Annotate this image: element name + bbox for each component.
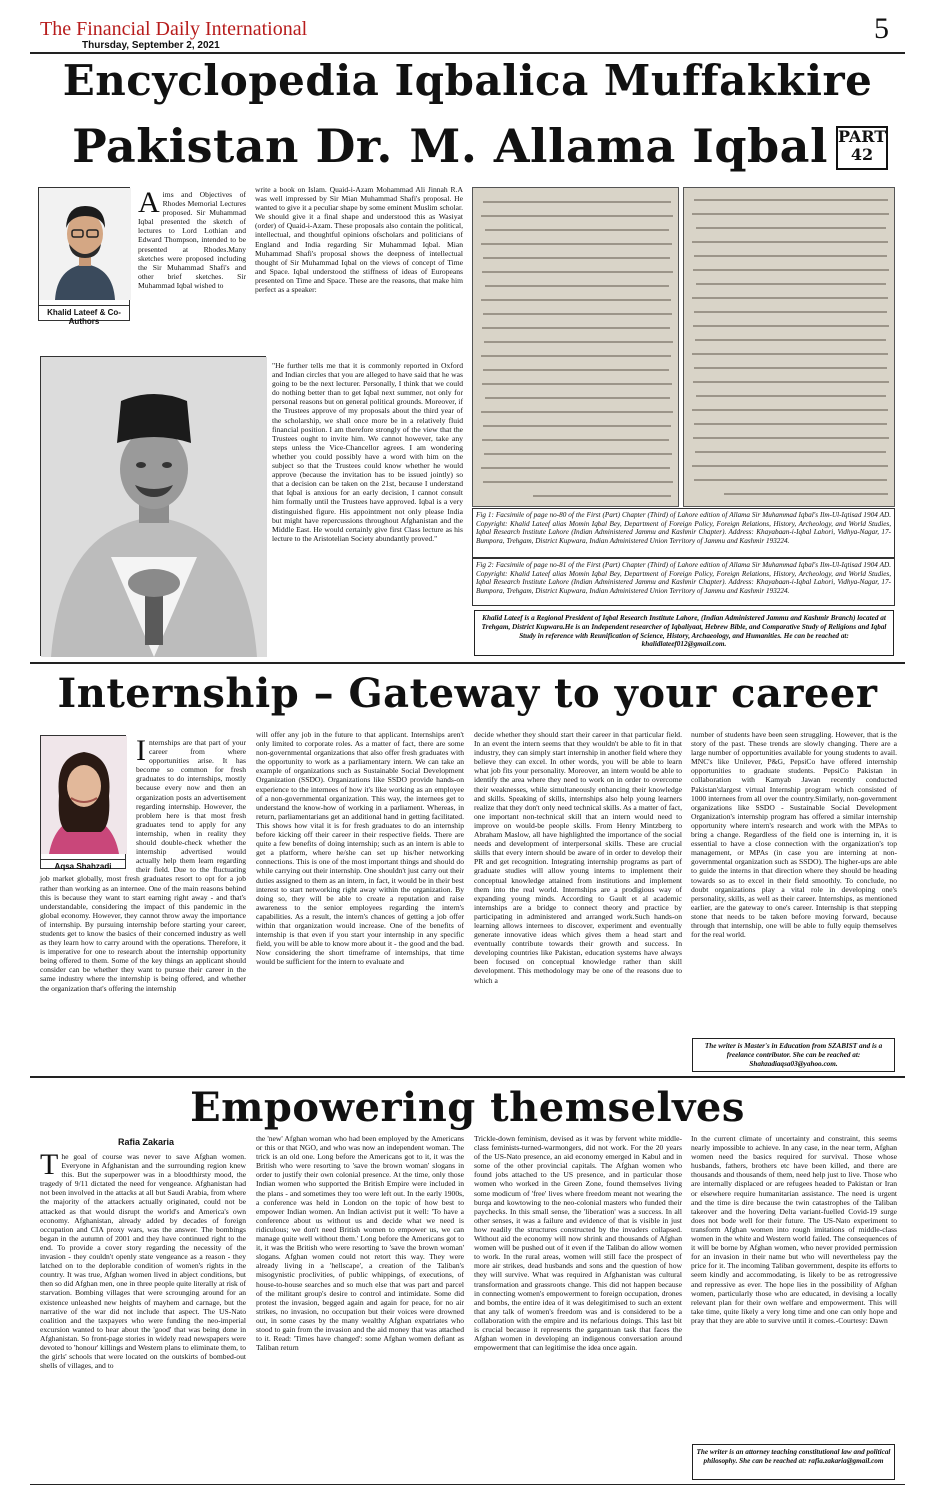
- author-caption-khalid: Khalid Lateef & Co-Authors: [39, 305, 129, 326]
- article2-dropcap: I: [136, 734, 146, 767]
- article2-headline: Internship – Gateway to your career: [57, 670, 878, 717]
- part-badge: [836, 126, 888, 170]
- article2-column-3: decide whether they should start their career in that particular field. In an event the intern seems that they wouldn't be able to fit in that industry, they can simply start internship in another field where they believe they can excel. In other words, you will be able to learn what job fits your personality. Moreover, an intern would be able to identify the area where they need to work on in order to overcome their weaknesses, while simultaneously enhancing their knowledge and skills. Speaking of skills, internships also help young learners realize that they don't only need technical skills. As a matter of fact, one important non-technical skill that an intern would need to improve on would-be people skills. From Henry Mintzberg to Abraham Maslow, all have highlighted the importance of the social needs and development of interpersonal skills. These are crucial skills that every intern should be aware of in order to develop their PR and get recognition. Integrating internship programs as part of graduate studies will allow young interns to implement their conceptual knowledge attained from institutions and implement them into the real world. Internships are a prodigious way of expanding young minds. According to Gault et al academic internships are a bridge to connect theory and practice by participating in administered and arranged work.Such hands-on learning allows internees to discover, experiment and eventually generate innovative ideas which gives them a head start and eventually contribute towards their growth and success. In developing countries like Pakistan, education systems have always been focused on conceptual knowledge rather than skill development. This methodology may be one of the reasons due to which a: [474, 730, 682, 985]
- article2-column-4: number of students have been seen struggling. However, that is the story of the past. These trends are slowly changing. There are a large number of opportunities available for young students to avail. MNC's like Unilever, P&G, PepsiCo have offered internship opportunities to graduate students. PepsiCo Pakistan in collaboration with Kamyab Jawan recently conducted Pakistan'slargest virtual Internship program which consisted of 1000 internees from all over the country.Similarly, non-government organizations like SSDO - Sustainable Social Development Organization's internship program has offered a similar internship opportunity where intern's research and work with the MPAs to bring a change. Regardless of the field one is interning in, it is essential to have a close connection with the organization's top management, or MPAs (in case you are interning at non-governmental organization such as SSDO). The higher-ups are able to guide the interns in that direction where they should be heading towards so as to excel in their field smoothly. To conclude, no doubt organizations play a vital role in developing one's personality, skills, as well as their career. Internships, as mentioned earlier, are the gateway to one's career. Internship is that stepping stone that needs to be taken before moving forward, because through that internship, one will be able to fully equip themselves for the real world.: [691, 730, 897, 940]
- part-label: PART: [838, 127, 887, 146]
- article2-column-1-text: nternships are that part of your career from where opportunities arise. It has become so common for fresh graduates to do internships, mostly because every now and then an organization posts an advertisement regarding internship. However, the problem here is that most fresh graduates tend to apply for any internship, when in reality they should double-check whether the internship advertised would actually help them learn regarding their field. Due to the fluctuating job market globally, most fresh graduates resort to opt for a job rather than working as an internee. One of the main reasons behind this is because they want to start earning right away - and that's understandable, considering the impact of this pandemic in the global economy. However, they cannot throw away the importance of internship. By pursuing internship before starting your career, students get to know the basics of their concerned industry as well as they learn how to carry around with the operations. Therefore, it is imperative for one to research about the internship opportunity being offered to them. Some of the key things an applicant should consider can be whether they want to pursue their career in the same industry where the internship is being offered, and whether the organization that's offering the internship: [40, 738, 246, 993]
- masthead-title: The Financial Daily International: [40, 18, 308, 40]
- article3-column-3: Trickle-down feminism, devised as it was by fervent white middle-class feminists-turned-warmongers, did not work. For the 20 years of the US-Nato presence, an aid economy emerged in Kabul and in some of the other provincial capitals. The Afghan women who found jobs attached to the US presence, and in particular those women who worked in the Green Zone, found themselves living some modicum of 'free' lives where freedom meant not wearing the burqa and kowtowing to the neo-colonial masters who funded their paychecks. In this small sense, the 'liberation' was a success. In all other senses, it was a failure and evidence of that is visible in just how readily the structures constructed by the invaders collapsed. Without aid the economy will now shrink and thousands of Afghan women will be pushed out of it even if the Taliban do allow women to work. In the rural areas, women will still face the prospect of more air strikes, dead husbands and sons and the question of how they will survive. What was required in Afghanistan was cultural transformation and grassroots change. This did not happen because in connecting women's empowerment to foreign occupation, drones and bombs, the entire idea of it was delegitimised to such an extent that any talk of women's freedom was and is considered to be a collaboration with the empire and its nefarious doings. This last bit is crucial because it represents the gargantuan task that faces the Afghan women in developing an indigenous conversation around empowerment that can legitimise the idea once again.: [474, 1134, 682, 1353]
- article1-intro-text: ims and Objectives of Rhodes Memorial Lectures proposed. Sir Muhammad Iqbal presented the sketch of lectures to Lord Lothian and Edward Thompson, intended to be presented at Rhodes.Many sketches were proposed including the Sir Muhammad Shafi's and other brief sketches. Sir Muhammad Iqbal wished to: [138, 190, 246, 290]
- manuscript-facsimile-1: [472, 187, 679, 507]
- article1-dropcap: A: [138, 186, 160, 219]
- article1-column-2: write a book on Islam. Quaid-i-Azam Mohammad Ali Jinnah R.A was well impressed by Sir Mian Muhammad Shafi's proposal. He wanted to give it a peculiar shape by some eminent Muslim scholar. We should give it a final shape and understood this as Wasiyat (order) of Quaid-i-Azam. These proposals also contain the political, intellectual, and thoughtful opinions ofscholars and politicians of England and India regarding Sir Muhammad Iqbal. Mian Muhammad Shafi's proposal shows the deepness of intellectual thought of Sir Muhammad Iqbal on the views of concept of Time and Space. Iqbal understood the stiffness of ideas of Europeans presented on Time and Space. These are the reasons, that make him perfect as a speaker:: [255, 185, 463, 295]
- iqbal-portrait-illustration: [41, 357, 267, 657]
- urdu-text-page-1: [473, 188, 680, 508]
- masthead-date: Thursday, September 2, 2021: [82, 40, 220, 51]
- article3-column-1-text: he goal of course was never to save Afghan women. Everyone in Afghanistan and the surrounding region knew this. But the superpower was in a bloodthirsty mood, the tragedy of 9/11 dictated the need for vengeance. Afghanistan had not been involved in the attacks at all but Saudi Arabia, from where the majority of the attackers actually originated, could not be attacked as that would disrupt the world's and America's own economy. Afghanistan, already added by decades of foreign occupation and CIA proxy wars, was the answer. The bombings began in the autumn of 2001 and they have continued right to the end. To provide a cover story regarding the necessity of the invasion - they couldn't openly state vengeance as a reason - they latched on to the deplorable condition of women's rights in the country. It was true, Afghan women lived in abject conditions, but then so did Afghan men, one in three people quite literally at risk of starvation. Bombing villages that were scrounging around for an existence unleashed new heights of mayhem and carnage, but the narrative of the war did not include that aspect. The US-Nato coalition and the taxpayers who were funding the neo-imperial excursion wanted to hear about the 'good' that was being done in Afghanistan. So front-page stories in widely read newspapers were devoted to 'honour' killings and Western plans to eliminate them, to the girls' schools that were located on the outskirts of bombed-out shells of villages, and to: [40, 1152, 246, 1371]
- iqbal-portrait-photo: [40, 356, 266, 656]
- section-rule-1: [30, 662, 905, 664]
- masthead-rule: [30, 52, 905, 54]
- figure-1-caption: Fig 1: Facsimile of page no-80 of the First (Part) Chapter (Third) of Lahore edition of Allama Sir Muhammad Iqbal's Ilm-Ul-Iqtisad 1904 AD. Copyright: Khalid Lateef alias Momin Iqbal Bey, Department of Foreign Policy, Foreign Relations, History, Archeology, and World Studies, Iqbal Research Institute Lahore (Indian Administered Jammu and Kashmir Chapter). Address: Khayabaan-i-Iqbal Lahori, Vidhya-Nagar, 17-Bumpora, Trehgam, District Kupwara, Indian Administered Union Territory of Jammu and Kashmir 193224.: [472, 508, 895, 558]
- article3-column-2: the 'new' Afghan woman who had been employed by the Americans or this or that NGO, and who was now an independent woman. The trick is an old one. Long before the Americans got to it, it was the British who were resorting to 'save the brown woman' slogans in order to justify their own colonial presence. At the time, only those Indian women who supported the British Empire were included in the plans - and sometimes they too were left out. In the early 1900s, a conference was held in London on the topic of how best to empower Indian women. An Indian activist put it well: 'To have a conference about us without us and decide what we need is ridiculous; we don't need British women to empower us, we can manage quite well without them.' Long before the Americans got to it, it was the British who were resorting to 'save the brown woman' slogans. Afghan women could not retort this way. They were already living in a 'hellscape', a creation of the Taliban's misogynistic proclivities, of public whippings, of executions, of house-to-house searches and so much else that was part and parcel of the militant group's desire to control and intimidate. Some did protest the invasion, begged again and again for peace, for no air strikes, no invasion, no occupation but their voices were drowned out, in some cases by the many wealthy Afghan expatriates who stood to gain from the invasion and the aid money that was attached to it. Read: 'Times have changed': some Afghan women defiant as Taliban return: [256, 1134, 464, 1353]
- article3-column-1: [40, 1148, 246, 1480]
- article2-column-1: [40, 734, 246, 1070]
- article1-author-note: Khalid Lateef is a Regional President of Iqbal Research Institute Lahore, (Indian Administered Jammu and Kashmir Branch) located at Trehgam, District Kupwara.He is an Independent researcher of Iqbaliyaat, Hebrew Bible, and Comparative Study of Religions and Iqbal Study in reference with Reunification of Science, History, Archaeology, and Humanities. He can be reached at: khalidlateef012@gmail.com.: [474, 610, 894, 656]
- article1-intro-top: [138, 186, 246, 308]
- article3-byline: Rafia Zakaria: [118, 1137, 175, 1147]
- manuscript-facsimile-2: [683, 187, 895, 507]
- author-photo-khalid: [38, 187, 130, 326]
- photo-spacer: [40, 738, 136, 872]
- article1-headline-line2: Pakistan Dr. M. Allama Iqbal: [72, 119, 828, 173]
- urdu-text-page-2: [684, 188, 896, 508]
- article3-author-note: The writer is an attorney teaching constitutional law and political philosophy. She can be reached at: rafia.zakaria@gmail.com: [692, 1444, 895, 1480]
- author-caption-aqsa: Aqsa Shahzadi: [41, 859, 125, 873]
- article2-author-note: The writer is Master's in Education from SZABIST and is a freelance contributor. She can be reached at: Shahzadiaqsa03@yahoo.com.: [692, 1038, 895, 1072]
- page-number: 5: [874, 12, 889, 45]
- article1-quote: "He further tells me that it is commonly reported in Oxford and Indian circles that you are alleged to have said that he was going to be the next lecturer. Personally, I think that we could do nothing better than to get Iqbal next summer, not only for personal reasons but on general political grounds. Moreover, if the Trustees approve of my proposals about the third year of the scholarship, we shall once more be in a relatively fluid financial position. I am therefore strongly of the view that the Trustees ought to invite him. We cannot however, take any steps unless the Vice-Chancellor agrees. I am wondering whether you could possibly have a word with him on the subject so that the Trustees could know whether he would approve (because the invitation has to be issued jointly) so that a decision can be taken on the 21st, because I understand that Iqbal is anxious for an early decision, I cannot consult him formally until the Trustees have approved. Iqbal is a very distinguished figure. His appointment not only please India but might have repercussions throughout Afghanistan and the Middle East. He would certainly give first Class lecture as his lecture to the Aristotelian Society abundantly proved.": [272, 361, 463, 543]
- part-number: 42: [850, 145, 874, 164]
- article1-headline-line1: Encyclopedia Iqbalica Muffakkire: [62, 56, 873, 105]
- article3-column-4: In the current climate of uncertainty and constraint, this seems nearly impossible to achieve. In any case, in the near term, Afghan women need the basics required for survival. Those whose husbands, fathers, brothers etc have been killed, and there are thousands and thousands of them, need help just to live. Those who are internally displaced or are refugees headed to Pakistan or Iran or elsewhere require humanitarian assistance. The need is urgent and the time is dire because the twin catastrophes of the Taliban takeover and the hovering Delta variant-fuelled Covid-19 surge does not bode well for their future. The US-Nato experiment to transform Afghan women into rough imitations of middle-class women in the white and Western world failed. The consequences of it will be borne by Afghan women, who never provided permission for an invasion in their name but who will nevertheless pay the price for it. The incoming Taliban government, despite its efforts to seem kindly and accommodating, is likely to be as retrogressive and repressive as ever. The hope lies in the possibility of Afghan women, particularly those who are educated, in devising a locally relevant plan for their own welfare and empowerment. This will take time, quite likely a very long time and one can only hope and pray that they are able to survive until it comes.-Courtesy: Dawn: [691, 1134, 897, 1325]
- bottom-rule: [30, 1484, 905, 1485]
- figure-2-caption: Fig 2: Facsimile of page no-81 of the First (Part) Chapter (Third) of Lahore edition of Allama Sir Muhammad Iqbal's Ilm-Ul-Iqtisad 1904 AD. Copyright: Khalid Lateef alias Momin Iqbal Bey, Department of Foreign Policy, Foreign Relations, History, Archeology, and World Studies, Iqbal Research Institute Lahore (Indian Administered Jammu and Kashmir Chapter). Address: Khayabaan-i-Iqbal Lahori, Vidhya-Nagar, 17-Bumpora, Trehgam, District Kupwara, Indian Administered Union Territory of Jammu and Kashmir 193224.: [472, 558, 895, 606]
- author-portrait-illustration: [39, 188, 131, 300]
- article3-dropcap: T: [40, 1148, 59, 1181]
- section-rule-2: [30, 1076, 905, 1078]
- article2-column-2: will offer any job in the future to that applicant. Internships aren't only limited to corporate roles. As a matter of fact, there are some non-governmental organizations that also offer fresh graduates with the opportunity to work as a parliamentary intern. We can take an example of organizations such as Sustainable Social Development Organization (SSDO). Organizations like SSDO provide hands-on experience to the internees of how it's like working as an employee of a non-governmental organization. This way, the internees get to understand the know-how of working in a parliament. Whereas, in return, parliamentarians get an additional hand in getting facilitated. This shows how vital it is for fresh graduates to do an internship before kicking off their career in their respective fields. There are quite a few benefits of doing internship; such as an intern is able to get a platform, where he/she can set up his/her networking connections. This is one of the most important things and should do while carrying out their internship. One shouldn't just carry out their duties assigned to them as an intern, in fact, it would be in their best interest to start networking right away within the organization. By doing so, they will be able to create a reputation and raise awareness to the senior employees regarding the intern's capabilities. As a result, the intern's chances of getting a job offer within that organization would increase. One of the benefits of internship is that even if you start your internship in any specific field, you will be able to know more about it - the good and the bad. Now considering the short timeframe of internships, that time would be sufficient for the intern to evaluate and: [256, 730, 464, 967]
- article3-headline: Empowering themselves: [190, 1084, 745, 1131]
